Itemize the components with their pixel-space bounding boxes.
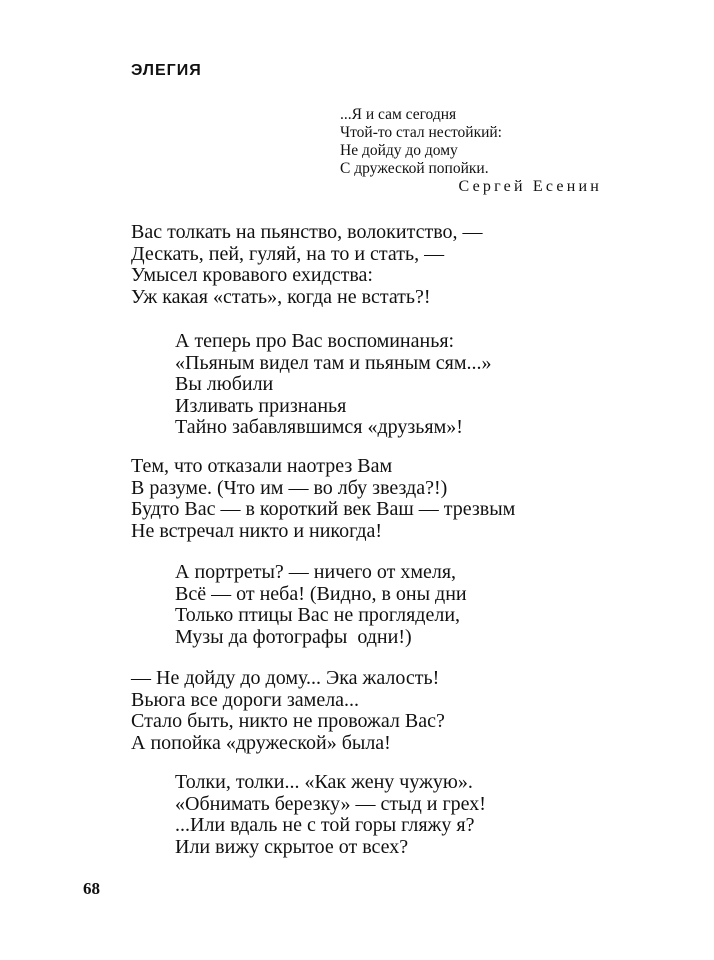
verse-line: Уж какая «стать», когда не встать?! (131, 285, 431, 308)
verse-line: Музы да фотографы одни!) (175, 625, 412, 648)
verse-line: Вьюга все дороги замела... (131, 688, 360, 711)
stanza-4 (175, 562, 467, 648)
epigraph-line: С дружеской попойки. (340, 160, 489, 177)
verse-line: «Пьяным видел там и пьяным сям...» (175, 351, 492, 374)
verse-line: Не встречал никто и никогда! (131, 519, 383, 542)
verse-line: «Обнимать березку» — стыд и грех! (175, 792, 486, 815)
verse-line: А теперь про Вас воспоминанья: (175, 330, 455, 352)
verse-line: А портреты? — ничего от хмеля, (175, 561, 457, 583)
verse-line: В разуме. (Что им — во лбу звезда?!) (131, 476, 448, 499)
verse-line: — Не дойду до дому... Эка жалость! (131, 667, 440, 689)
epigraph-line: Не дойду до дому (340, 142, 458, 159)
verse-line: Умысел кровавого ехидства: (131, 264, 373, 286)
epigraph-author: Сергей Есенин (458, 178, 602, 195)
stanza-5 (131, 668, 445, 754)
stanza-2 (175, 331, 492, 439)
verse-line: Стало быть, никто не провожал Вас? (131, 710, 445, 732)
stanza-1 (131, 222, 483, 308)
verse-line: Изливать признанья (175, 394, 347, 417)
epigraph-line: Чтой-то стал нестойкий: (340, 124, 502, 141)
epigraph (340, 106, 502, 178)
verse-line: Толки, толки... «Как жену чужую». (175, 771, 473, 793)
verse-line: Дескать, пей, гуляй, на то и стать, — (131, 242, 445, 265)
epigraph-line: ...Я и сам сегодня (340, 106, 457, 123)
stanza-3 (131, 456, 515, 542)
verse-line: Вы любили (175, 373, 274, 395)
verse-line: Только птицы Вас не проглядели, (175, 604, 461, 626)
verse-line: ...Или вдаль не с той горы гляжу я? (175, 814, 475, 836)
page-number: 68 (83, 879, 100, 898)
stanza-6 (175, 772, 486, 858)
verse-line: А попойка «дружеской» была! (131, 731, 391, 754)
verse-line: Тем, что отказали наотрез Вам (131, 455, 393, 477)
verse-line: Или вижу скрытое от всех? (175, 835, 409, 858)
poem-title: ЭЛЕГИЯ (131, 62, 202, 79)
verse-line: Всё — от неба! (Видно, в оны дни (175, 582, 467, 605)
verse-line: Вас толкать на пьянство, волокитство, — (131, 221, 483, 243)
verse-line: Будто Вас — в короткий век Ваш — трезвым (131, 498, 516, 520)
verse-line: Тайно забавлявшимся «друзьям»! (175, 416, 463, 438)
